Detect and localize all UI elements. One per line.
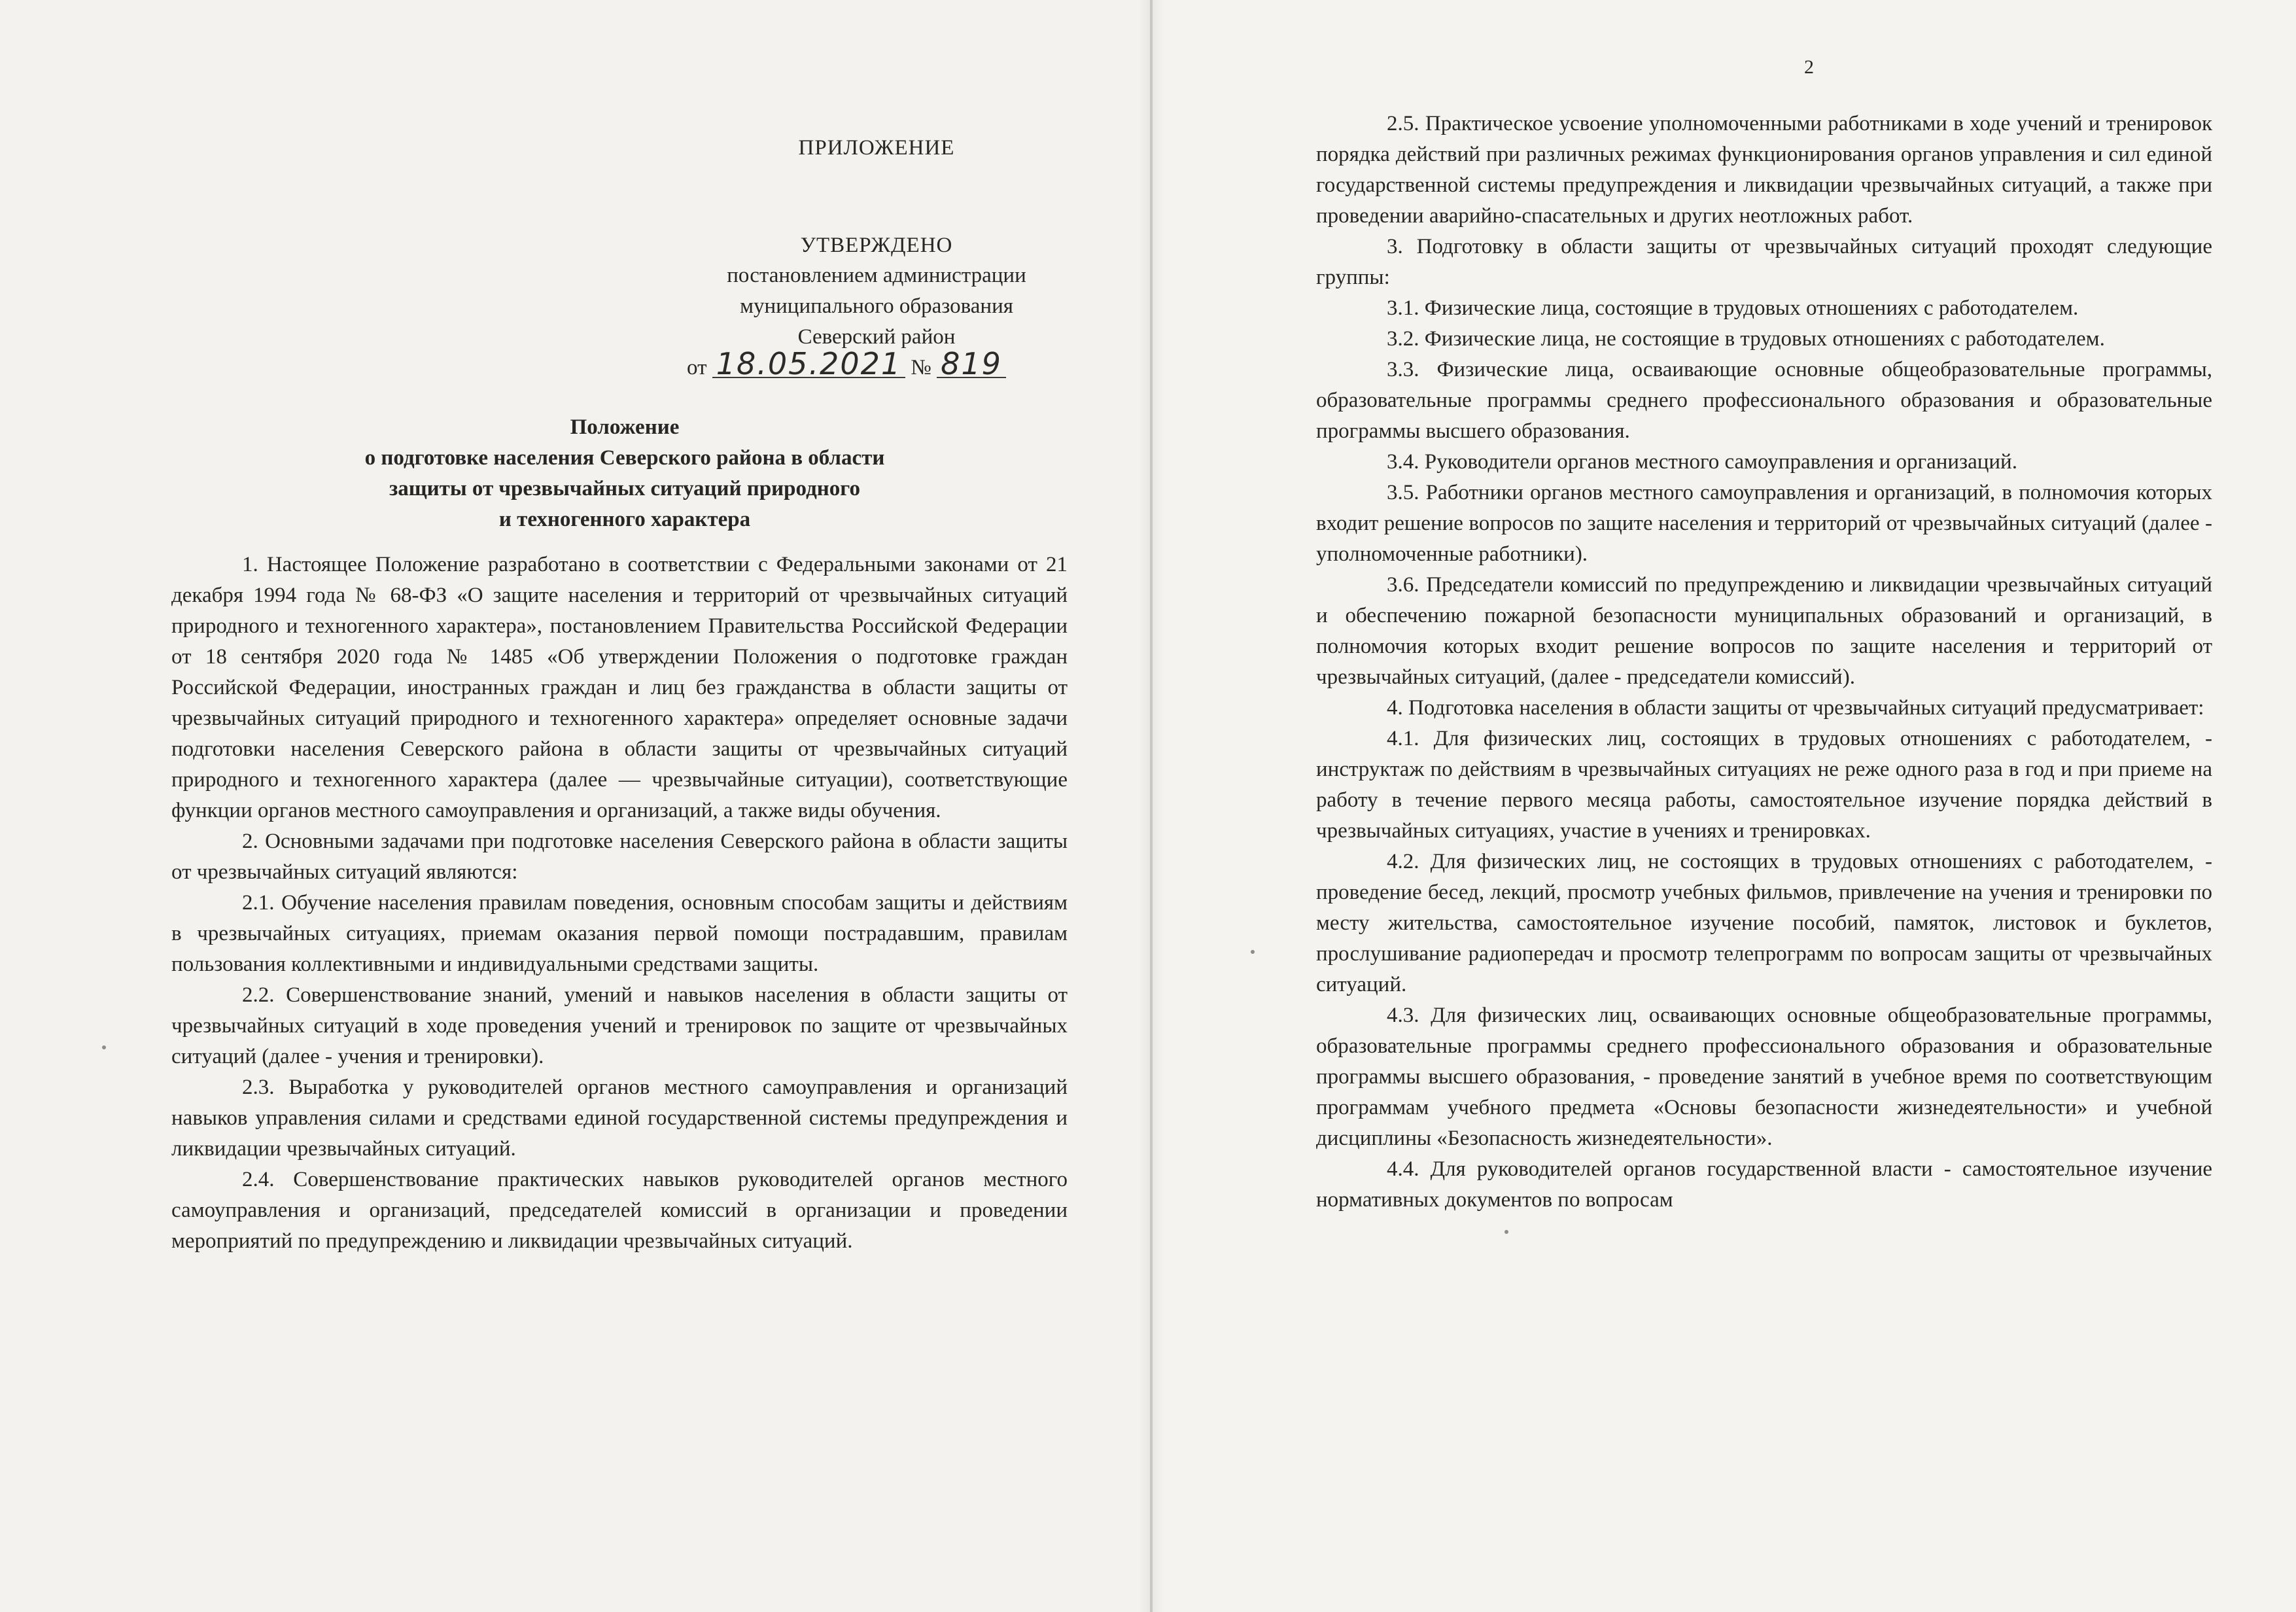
number-sign: № xyxy=(911,356,931,379)
paragraph-2-5: 2.5. Практическое усвоение уполномоченными работниками в ходе учений и тренировок порядка действий при различных режимах функционирования органов управления и сил единой государственной системы предупреждения и ликвидации чрезвычайных ситуаций, а также при проведении аварийно-спасательных и других неотложных работ. xyxy=(1316,112,2212,228)
approval-date-number xyxy=(687,346,1079,383)
document-title xyxy=(249,412,1001,535)
paragraph-3: 3. Подготовку в области защиты от чрезвычайных ситуаций проходят следующие группы: xyxy=(1316,235,2212,289)
handwritten-number: 819 xyxy=(937,351,1006,378)
paragraph-4: 4. Подготовка населения в области защиты от чрезвычайных ситуаций предусматривает: xyxy=(1387,696,2204,720)
right-body-text xyxy=(1316,109,2212,1216)
title-line: о подготовке населения Северского района в области xyxy=(364,446,885,470)
paragraph-2-2: 2.2. Совершенствование знаний, умений и навыков населения в области защиты от чрезвычайных ситуаций в ходе проведения учений и тренировок по защите от чрезвычайных ситуаций (далее - учения и тренировки). xyxy=(171,983,1068,1068)
paragraph-3-6: 3.6. Председатели комиссий по предупреждению и ликвидации чрезвычайных ситуаций и обеспечению пожарной безопасности муниципальных образований и организаций, в полномочия которых входит решение вопросов по защите населения и территорий от чрезвычайных ситуаций, (далее - председатели комиссий). xyxy=(1316,573,2212,689)
approved-heading: УТВЕРЖДЕНО xyxy=(800,234,953,257)
approval-line: муниципального образования xyxy=(740,294,1013,318)
paragraph-3-1: 3.1. Физические лица, состоящие в трудовых отношениях с работодателем. xyxy=(1387,296,2079,320)
left-body-text xyxy=(171,550,1068,1257)
scan-speck xyxy=(1505,1230,1508,1234)
paragraph-2-1: 2.1. Обучение населения правилам поведения, основным способам защиты и действиям в чрезвычайных ситуациях, приемам оказания первой помощи пострадавшим, правилам пользования коллективными и индивидуальными средствами защиты. xyxy=(171,891,1068,976)
page-fold xyxy=(1150,0,1153,1612)
paragraph-3-3: 3.3. Физические лица, осваивающие основные общеобразовательные программы, образовательные программы среднего профессионального образования и образовательные программы высшего образования. xyxy=(1316,358,2212,443)
page-number: 2 xyxy=(1804,56,1814,78)
approval-authority xyxy=(674,260,1079,353)
scan-speck xyxy=(102,1045,106,1049)
paragraph-4-3: 4.3. Для физических лиц, осваивающих основные общеобразовательные программы, образовательные программы среднего профессионального образования и образовательные программы высшего образования, - проведение занятий в учебное время по соответствующим программам учебного предмета «Основы безопасности жизнедеятельности» и учебной дисциплины «Безопасность жизнедеятельности». xyxy=(1316,1004,2212,1150)
handwritten-date: 18.05.2021 xyxy=(712,351,905,378)
appendix-heading: ПРИЛОЖЕНИЕ xyxy=(798,136,955,160)
paragraph-4-1: 4.1. Для физических лиц, состоящих в трудовых отношениях с работодателем, - инструктаж по действиям в чрезвычайных ситуациях не реже одного раза в год и при приеме на работу в течение первого месяца работы, самостоятельное изучение порядка действий в чрезвычайных ситуациях, участие в учениях и тренировках. xyxy=(1316,727,2212,843)
title-line: Положение xyxy=(570,415,680,439)
paragraph-1: 1. Настоящее Положение разработано в соответствии с Федеральными законами от 21 декабря 1994 года № 68-ФЗ «О защите населения и территорий от чрезвычайных ситуаций природного и техногенного характера», постановлением Правительства Российской Федерации от 18 сентября 2020 года № 1485 «Об утверждении Положения о подготовке граждан Российской Федерации, иностранных граждан и лиц без гражданства в области защиты от чрезвычайных ситуаций природного и техногенного характера» определяет основные задачи подготовки населения Северского района в области защиты от чрезвычайных ситуаций природного и техногенного характера (далее — чрезвычайные ситуации), соответствующие функции органов местного самоуправления и организаций, а также виды обучения. xyxy=(171,553,1068,822)
paragraph-2: 2. Основными задачами при подготовке населения Северского района в области защиты от чрезвычайных ситуаций являются: xyxy=(171,830,1068,884)
approval-line: Северский район xyxy=(797,325,956,349)
approval-line: постановлением администрации xyxy=(727,264,1026,287)
title-line: и техногенного характера xyxy=(498,508,751,531)
paragraph-3-5: 3.5. Работники органов местного самоуправления и организаций, в полномочия которых входит решение вопросов по защите населения и территорий от чрезвычайных ситуаций (далее - уполномоченные работники). xyxy=(1316,481,2212,566)
paragraph-4-2: 4.2. Для физических лиц, не состоящих в трудовых отношениях с работодателем, - проведение бесед, лекций, просмотр учебных фильмов, привлечение на учения и тренировки по месту жительства, самостоятельное изучение пособий, памяток, листовок и буклетов, прослушивание радиопередач и просмотр телепрограмм по вопросам защиты от чрезвычайных ситуаций. xyxy=(1316,850,2212,996)
paragraph-4-4: 4.4. Для руководителей органов государственной власти - самостоятельное изучение нормативных документов по вопросам xyxy=(1316,1157,2212,1212)
scan-speck xyxy=(1251,950,1255,954)
paragraph-3-2: 3.2. Физические лица, не состоящие в трудовых отношениях с работодателем. xyxy=(1387,327,2105,351)
paragraph-2-4: 2.4. Совершенствование практических навыков руководителей органов местного самоуправления и организаций, председателей комиссий в организации и проведении мероприятий по предупреждению и ликвидации чрезвычайных ситуаций. xyxy=(171,1168,1068,1253)
paragraph-3-4: 3.4. Руководители органов местного самоуправления и организаций. xyxy=(1387,450,2017,474)
paragraph-2-3: 2.3. Выработка у руководителей органов местного самоуправления и организаций навыков управления силами и средствами единой государственной системы предупреждения и ликвидации чрезвычайных ситуаций. xyxy=(171,1076,1068,1161)
title-line: защиты от чрезвычайных ситуаций природного xyxy=(389,477,860,500)
date-prefix: от xyxy=(687,356,707,379)
